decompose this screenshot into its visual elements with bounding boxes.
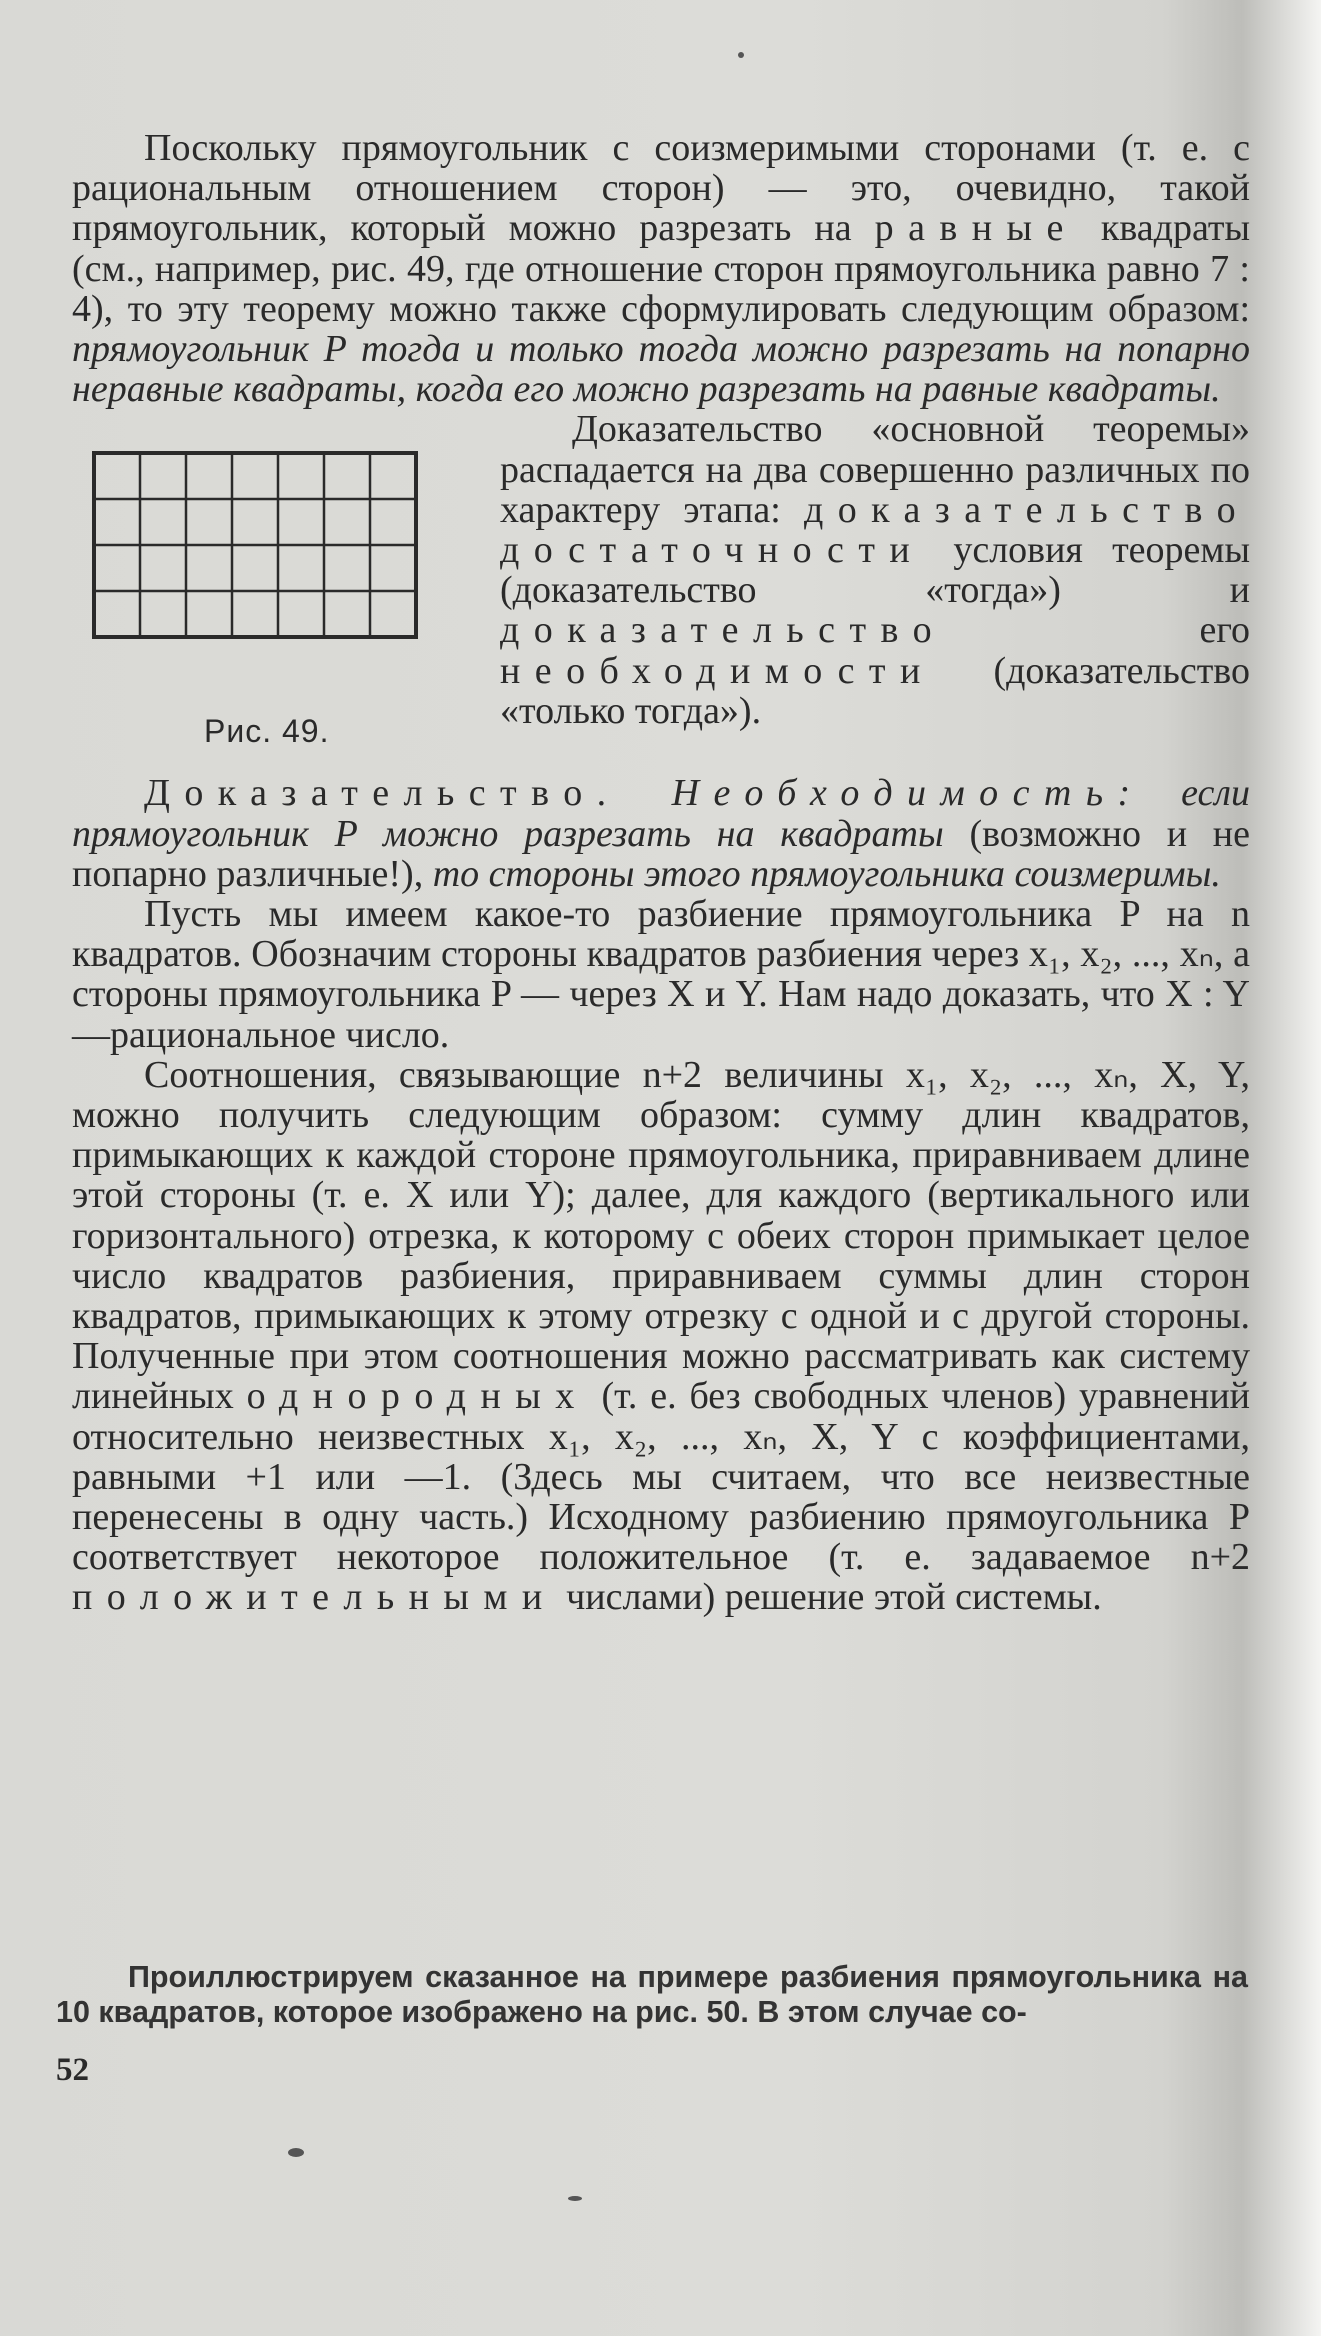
small-text: Проиллюстрируем сказанное на примере разбиения прямоугольника на 10 квадратов, которое изображено на рис. 50. В этом случае со- (56, 1960, 1248, 2029)
small-print-paragraph (56, 1960, 1248, 2030)
italic-run: : если прямоугольник P можно разрезать на квадраты (72, 772, 1250, 855)
figure-49 (72, 413, 472, 773)
text-run: (т. е. без свободных членов) уравнений относительно неизвестных x₁, x₂, ..., xₙ, X, Y с коэффициентами, равными +1 или —1. (Здесь мы считаем, что все неизвестные перенесены в одну часть.) Исходному разбиению прямоугольника P соответствует некоторое положительное (т. е. задаваемое n+2 (72, 1375, 1251, 1579)
text-run: Поскольку прямоугольник с соизмеримыми сторонами (т. е. с рациональным отношением сторон) — это, очевидно, такой прямоугольник, который можно разрезать на (72, 127, 1250, 250)
grid-rectangle-figure (90, 449, 460, 649)
text-run: числами) решение этой системы. (566, 1576, 1102, 1619)
main-text (72, 128, 1250, 1618)
spaced-word: необходимости (500, 649, 935, 692)
text-run: условия теоремы (доказательство «тогда») и (500, 529, 1250, 612)
text-run: квадраты (см., например, рис. 49, где отношение сторон прямоугольника равно 7 : 4), то эту теорему можно также сформулировать следующим образом: (72, 207, 1250, 330)
spaced-word: равные (874, 207, 1078, 250)
text-run: его (1199, 609, 1250, 652)
spaced-word: положительными (72, 1576, 557, 1619)
spaced-italic-word: Необходимость (671, 772, 1118, 815)
italic-run: то стороны этого прямоугольника соизмеримы. (432, 852, 1221, 895)
print-speck (288, 2148, 304, 2157)
paragraph-relations (72, 1055, 1250, 1618)
spaced-word: доказательство достаточности (500, 488, 1251, 572)
page-number: 52 (56, 2052, 89, 2088)
spaced-word: Доказательство. (144, 772, 621, 815)
paragraph-partition: Пусть мы имеем какое-то разбиение прямоугольника P на n квадратов. Обозначим стороны квадратов разбиения через x₁, x₂, ..., xₙ, а стороны прямоугольника P — через X и Y. Нам надо доказать, что X : Y—рациональное число. (72, 893, 1250, 1056)
theorem-italic: прямоугольник P тогда и только тогда можно разрезать на попарно неравные квадраты, когда его можно разрезать на равные квадраты. (72, 328, 1250, 411)
figure-caption: Рис. 49. (204, 713, 330, 750)
spaced-word: однородных (246, 1375, 589, 1418)
text-run: Доказательство «основной теоремы» распадается на два совершенно различных по характеру этапа: (500, 408, 1250, 531)
text-run: (возможно и не попарно различные!), (72, 812, 1251, 895)
paragraph-necessity (72, 773, 1250, 894)
print-speck (568, 2196, 582, 2201)
print-speck (738, 52, 744, 58)
spaced-word: доказательство (500, 609, 947, 652)
text-run: Соотношения, связывающие n+2 величины x₁, x₂, ..., xₙ, X, Y, можно получить следующим образом: сумму длин квадратов, примыкающих к каждой стороне прямоугольника, приравниваем длине этой стороны (т. е. X или Y); далее, для каждого (вертикального или горизонтального) отрезка, к которому с обеих сторон примыкает целое число квадратов разбиения, приравниваем суммы длин сторон квадратов, примыкающих к этому отрезку с одной и с другой стороны. Полученные при этом соотношения можно рассматривать как систему линейных (72, 1053, 1250, 1418)
text-run: (доказательство «только тогда»). (500, 649, 1250, 732)
paragraph-intro (72, 128, 1250, 409)
